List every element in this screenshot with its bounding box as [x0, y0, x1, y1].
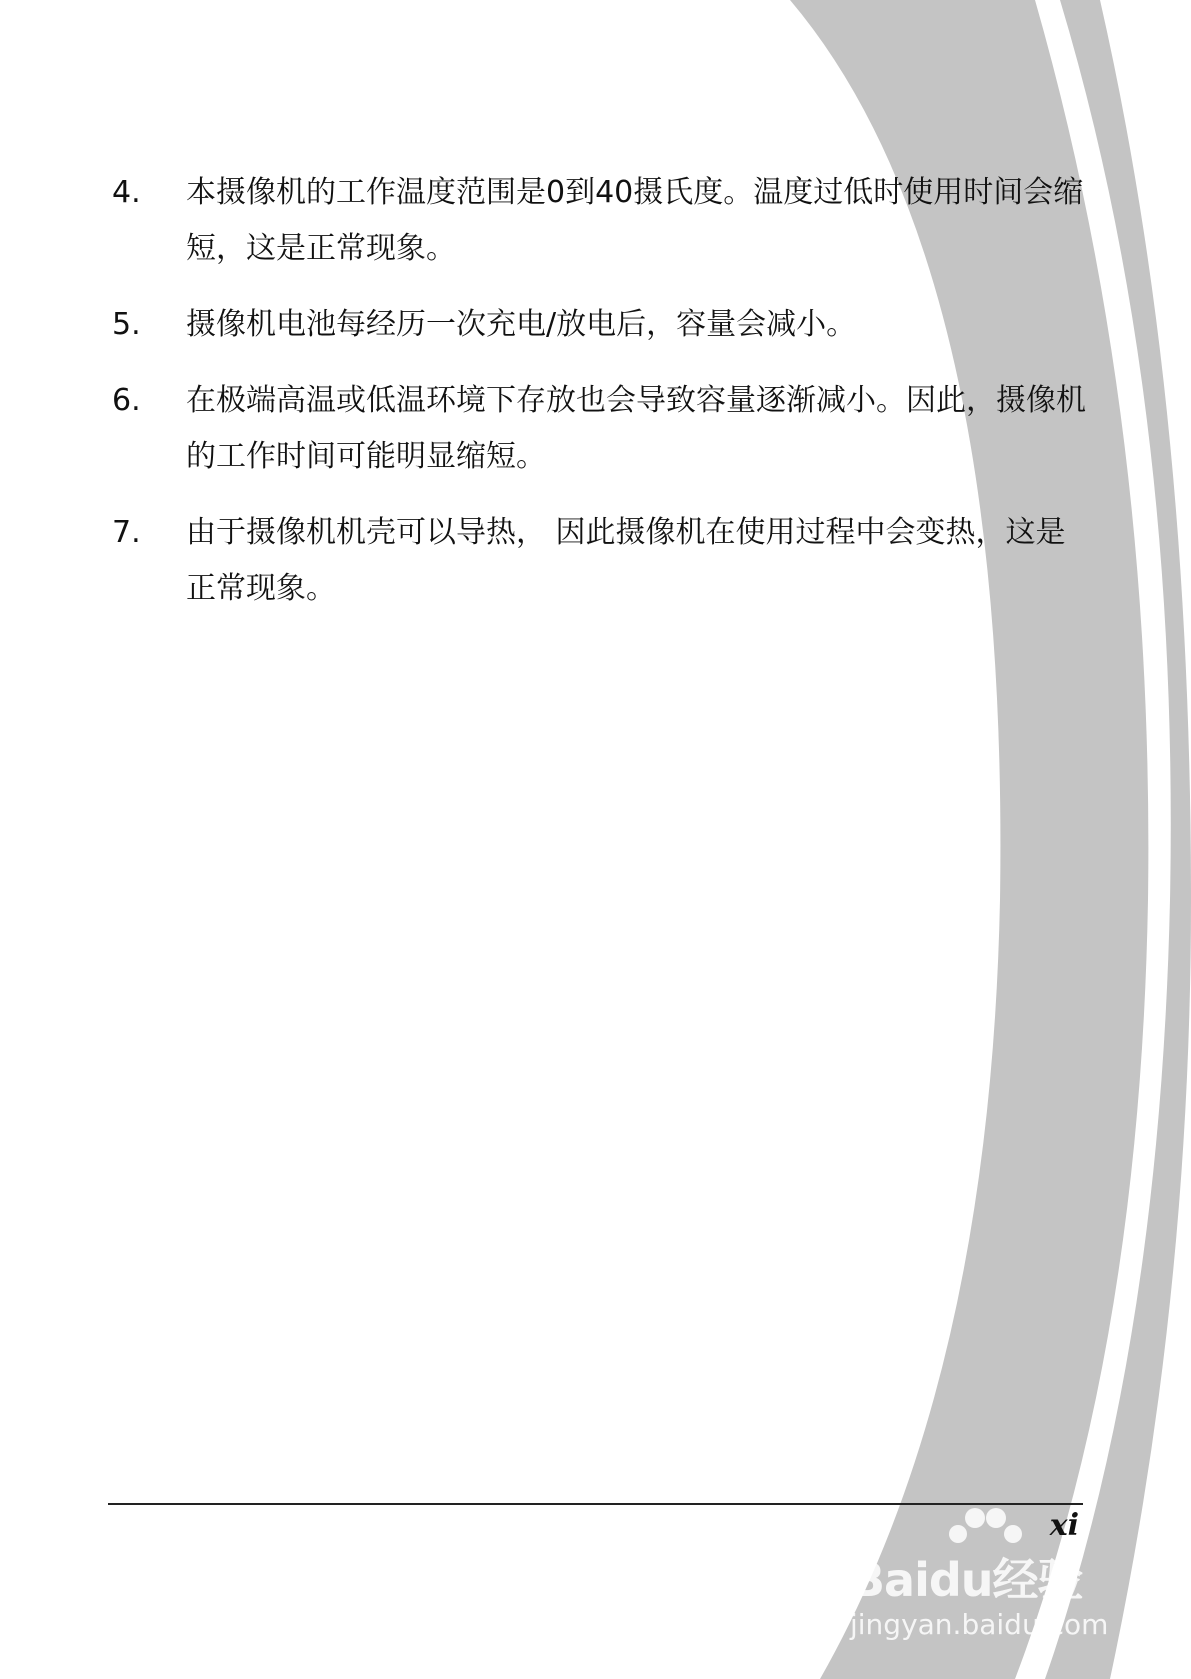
- list-item: [112, 165, 1092, 277]
- footer-divider: [108, 1503, 1083, 1505]
- item-number: 5.: [112, 307, 141, 342]
- item-text: 由于摄像机机壳可以导热， 因此摄像机在使用过程中会变热，这是正常现象。: [186, 515, 1066, 606]
- item-number: 7.: [112, 515, 141, 550]
- item-text: 摄像机电池每经历一次充电/放电后，容量会减小。: [186, 307, 857, 342]
- list-content: [112, 165, 1092, 637]
- item-text: 在极端高温或低温环境下存放也会导致容量逐渐减小。因此，摄像机的工作时间可能明显缩短。: [186, 383, 1086, 474]
- watermark-url: jingyan.baidu.com: [850, 1608, 1109, 1641]
- list-item: [112, 297, 1092, 353]
- item-number: 6.: [112, 383, 141, 418]
- item-number: 4.: [112, 175, 141, 210]
- item-text: 本摄像机的工作温度范围是0到40摄氏度。温度过低时使用时间会缩短，这是正常现象。: [186, 175, 1084, 266]
- list-item: [112, 505, 1092, 617]
- baidu-watermark: [840, 1508, 1140, 1668]
- watermark-brand: Baidu经验: [850, 1553, 1083, 1607]
- page-number: xi: [1049, 1508, 1079, 1543]
- list-item: [112, 373, 1092, 485]
